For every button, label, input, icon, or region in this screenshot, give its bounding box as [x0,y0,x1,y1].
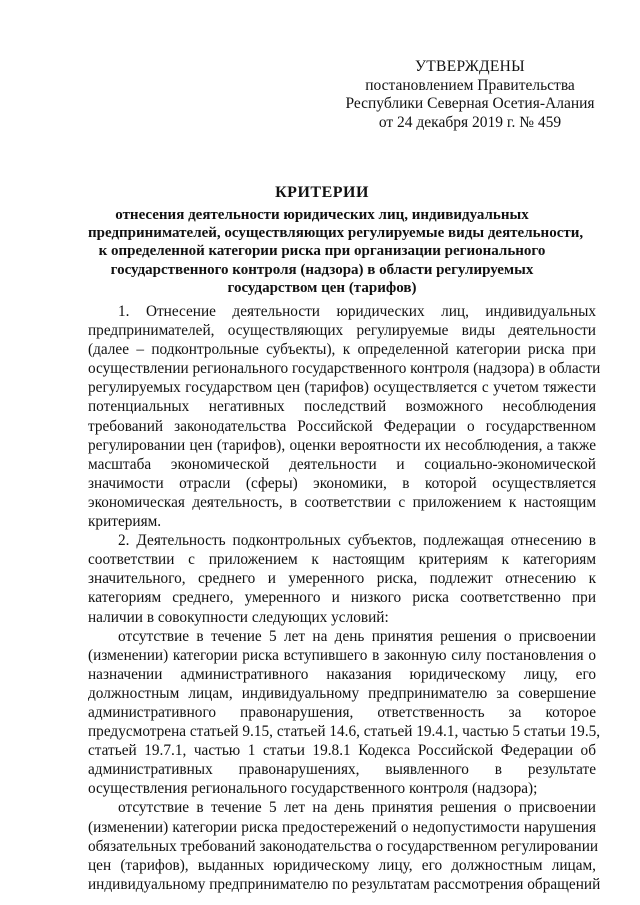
document-title: КРИТЕРИИ [275,184,369,201]
body-line: осуществлении регионального государственного контроля (надзора) в области [88,360,601,378]
body-line: предпринимателей, осуществляющих регулируемые виды деятельности [88,322,596,340]
body-line: (далее – подконтрольные субъекты), к определенной категории риска при [88,341,596,359]
body-line: (изменении) категории риска вступившего в законную силу постановления о [88,646,596,664]
body-line: критериям. [88,513,162,531]
body-line: предусмотрена статьей 9.15, статьей 14.6, статьей 19.4.1, частью 5 статьи 19.5, [88,723,601,741]
body-line: отсутствие в течение 5 лет на день принятия решения о присвоении [118,627,596,645]
body-line: административного правонарушения, ответственность за которое [88,703,596,721]
body-line: потенциальных негативных последствий возможного несоблюдения [88,398,596,416]
body-line: 2. Деятельность подконтрольных субъектов, подлежащая отнесению в [118,532,596,550]
body-line: соответствии с приложением к настоящим критериям к категориям [88,551,596,569]
heading-line-2: предпринимателей, осуществляющих регулируемые виды деятельности, [88,225,584,242]
document-body [88,302,601,894]
heading-line-5: государством цен (тарифов) [227,279,417,296]
body-line: значительного, среднего и умеренного риска, подлежит отнесению к [88,570,596,588]
body-line: осуществления регионального государственного контроля (надзора); [88,780,538,798]
body-line: масштаба экономической деятельности и социально-экономической [88,455,596,473]
body-line: экономическая деятельность, в соответствии с приложением к настоящим [88,493,596,511]
body-line: наличии в совокупности следующих условий: [88,608,389,626]
heading-line-3: к определенной категории риска при организации регионального [98,243,546,260]
body-line: должностным лицам, индивидуальному предпринимателю за совершение [88,684,596,702]
approval-line-2: Республики Северная Осетия-Алания [345,95,595,112]
heading-line-1: отнесения деятельности юридических лиц, индивидуальных [115,207,529,223]
approval-title: УТВЕРЖДЕНЫ [415,58,525,75]
body-line: индивидуальному предпринимателю по результатам рассмотрения обращений [88,875,601,893]
body-line: административных правонарушениях, выявленного в результате [88,761,596,779]
approval-line-3: от 24 декабря 2019 г. № 459 [378,113,562,131]
body-line: назначении административного наказания юридическому лицу, его [88,665,596,683]
body-line: регулировании цен (тарифов), оценки вероятности их несоблюдения, а также [88,436,596,454]
heading-line-4: государственного контроля (надзора) в области регулируемых [110,261,534,278]
body-line: цен (тарифов), выданных юридическому лицу, его должностным лицам, [88,856,596,874]
document-heading [88,183,584,297]
approval-stamp [340,58,600,132]
body-line: категориям среднего, умеренного и низкого риска соответственно при [88,589,596,607]
approval-line-1: постановлением Правительства [365,76,575,94]
body-line: требований законодательства Российской Федерации о государственном [88,417,596,435]
body-line: регулируемых государством цен (тарифов) осуществляется с учетом тяжести [88,379,596,397]
body-line: (изменении) категории риска предостережений о недопустимости нарушения [88,818,596,836]
body-line: 1. Отнесение деятельности юридических лиц, индивидуальных [118,303,596,320]
body-line: обязательных требований законодательства о государственном регулировании [88,837,599,855]
body-line: статьей 19.7.1, частью 1 статьи 19.8.1 Кодекса Российской Федерации об [88,742,596,760]
body-line: значимости отрасли (сферы) экономики, в которой осуществляется [88,474,596,492]
body-line: отсутствие в течение 5 лет на день принятия решения о присвоении [118,799,596,817]
